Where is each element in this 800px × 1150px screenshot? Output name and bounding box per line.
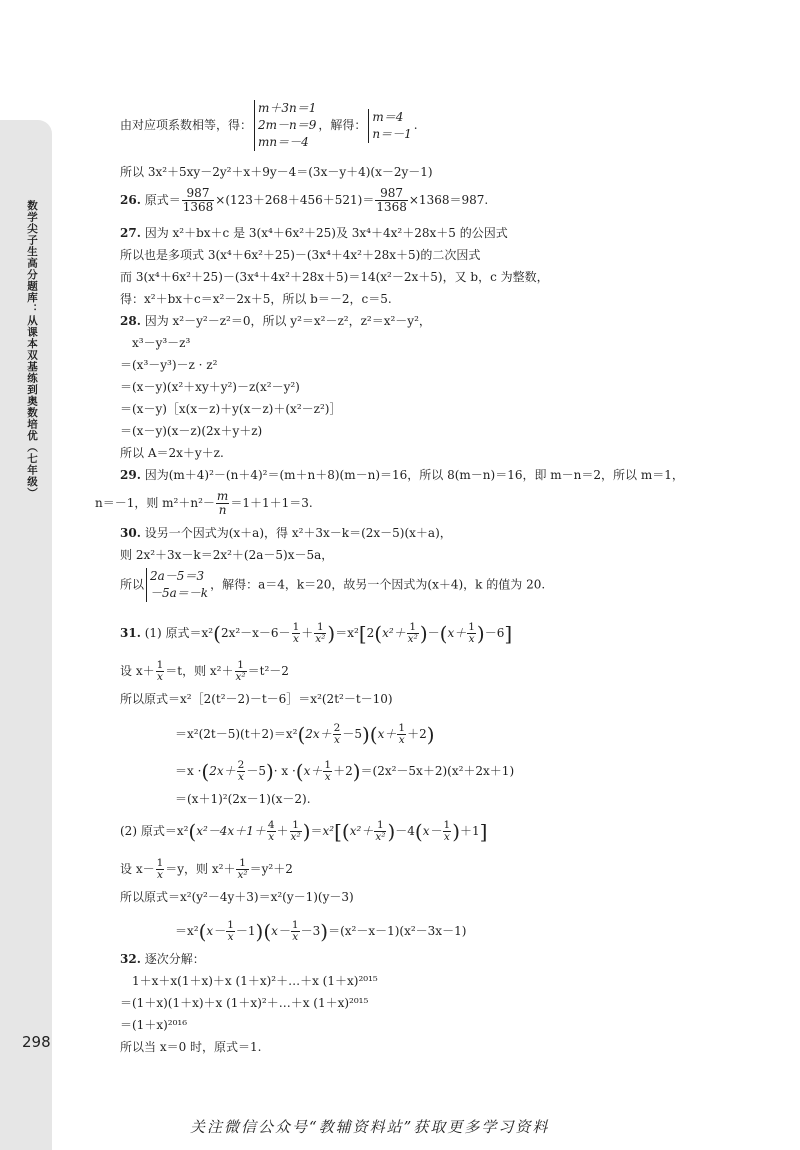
problem-31-line-2: 设 x＋ $\frac{1}{x}$ ＝t，则 x²＋ $\frac{1}{\text{x²}}$ ＝t²－2 — [120, 659, 289, 683]
problem-29-line-1: 29. 因为(m＋4)²－(n＋4)²＝(m＋n＋8)(m－n)＝16，所以 8(m－n)＝16，即 m－n＝2，所以 m＝1， — [120, 468, 684, 482]
system-equations-1: m＋3n＝1 2m－n＝9 mn＝－4 — [254, 100, 316, 151]
problem-31-line-10: ＝x²(x－ $\frac{1}{x}$ －1)(x－ $\frac{1}{x}$ －3)＝(x²－x－1)(x²－3x－1) — [175, 919, 467, 944]
problem-28-line-4: ＝(x－y)(x²＋xy＋y²)－z(x²－y²) — [120, 380, 300, 394]
problem-32-line-4: ＝(1＋x)²⁰¹⁶ — [120, 1018, 188, 1032]
problem-32-line-2: 1＋x＋x(1＋x)＋x (1＋x)²＋…＋x (1＋x)²⁰¹⁵ — [132, 974, 378, 988]
problem-31-line-8: 设 x－ $\frac{1}{x}$ ＝y，则 x²＋ $\frac{1}{\text{x²}}$ ＝y²＋2 — [120, 857, 293, 881]
problem-32-line-5: 所以当 x＝0 时，原式＝1. — [120, 1040, 262, 1054]
problem-29-line-2: n＝－1，则 m²＋n²－ $\frac{m}{n}$ ＝1＋1＋1＝3. — [95, 489, 313, 517]
fraction: $\frac{m}{n}$ — [216, 489, 229, 517]
problem-28-line-1: 28. 因为 x²－y²－z²＝0，所以 y²＝x²－z²，z²＝x²－y²， — [120, 314, 431, 328]
problem-27-line-1: 27. 因为 x²＋bx＋c 是 3(x⁴＋6x²＋25)及 3x⁴＋4x²＋28x＋5 的公因式 — [120, 226, 508, 240]
conclusion-25: 所以 3x²＋5xy－2y²＋x＋9y－4＝(3x－y＋4)(x－2y－1) — [120, 165, 433, 179]
problem-28-line-3: ＝(x³－y³)－z · z² — [120, 358, 218, 372]
system-solution-1: m＝4 n＝－1 — [368, 109, 411, 143]
problem-27-line-2: 所以也是多项式 3(x⁴＋6x²＋25)－(3x⁴＋4x²＋28x＋5)的二次因式 — [120, 248, 481, 262]
problem-30-line-1: 30. 设另一个因式为(x＋a)，得 x²＋3x－k＝(2x－5)(x＋a)， — [120, 526, 452, 540]
system-equations-3: 2a－5＝3 －5a＝－k — [146, 568, 208, 602]
problem-27-line-3: 而 3(x⁴＋6x²＋25)－(3x⁴＋4x²＋28x＋5)＝14(x²－2x＋5)，又 b，c 为整数， — [120, 270, 549, 284]
problem-31-line-7: (2) 原式＝x²(x²－4x＋1＋ $\frac{4}{x}$ ＋ $\frac{1}{\text{x²}}$ )＝x²[(x²＋ $\frac{1}{\text{x²}}$ )－4(x－ $\frac{1}{x}$ )＋1] — [120, 819, 488, 844]
problem-30-line-3: 所以 2a－5＝3 －5a＝－k ，解得：a＝4，k＝20，故另一个因式为(x＋4)，k 的值为 20. — [120, 569, 546, 600]
problem-30-line-2: 则 2x²＋3x－k＝2x²＋(2a－5)x－5a， — [120, 548, 334, 562]
fraction: $\frac{987}{1368}$ — [376, 186, 407, 214]
problem-31-line-4: ＝x²(2t－5)(t＋2)＝x²(2x＋ $\frac{2}{x}$ －5)(x＋ $\frac{1}{x}$ ＋2) — [175, 722, 435, 747]
problem-32-line-1: 32. 逐次分解： — [120, 952, 205, 966]
problem-31-line-3: 所以原式＝x²［2(t²－2)－t－6］＝x²(2t²－t－10) — [120, 692, 393, 706]
book-title: 数学尖子生高分题库：从课本双基练到奥数培优（七年级） — [26, 200, 38, 499]
problem-31-line-6: ＝(x＋1)²(2x－1)(x－2). — [175, 792, 311, 806]
problem-28-line-5: ＝(x－y)［x(x－z)＋y(x－z)＋(x²－z²)］ — [120, 402, 342, 416]
fraction: $\frac{987}{1368}$ — [182, 186, 214, 214]
problem-31-line-9: 所以原式＝x²(y²－4y＋3)＝x²(y－1)(y－3) — [120, 890, 354, 904]
problem-26: 26. 原式＝ $\frac{987}{1368}$ ×(123＋268＋456＋521)＝ $\frac{987}{1368}$ ×1368＝987. — [120, 186, 489, 214]
problem-27-line-4: 得：x²＋bx＋c＝x²－2x＋5，所以 b＝－2，c＝5. — [120, 292, 392, 306]
problem-32-line-3: ＝(1＋x)(1＋x)＋x (1＋x)²＋…＋x (1＋x)²⁰¹⁵ — [120, 996, 369, 1010]
page-number: 298 — [22, 1033, 51, 1051]
coeff-system-line: 由对应项系数相等，得： m＋3n＝1 2m－n＝9 mn＝－4 ，解得： m＝4 n＝－1 . — [120, 101, 418, 149]
problem-28-line-6: ＝(x－y)(x－z)(2x＋y＋z) — [120, 424, 263, 438]
problem-28-line-7: 所以 A＝2x＋y＋z. — [120, 446, 224, 460]
problem-31-line-1: 31. (1) 原式＝x²(2x²－x－6－ $\frac{1}{x}$ ＋ $\frac{1}{\text{x²}}$ )＝x²[2(x²＋ $\frac{1}{\text{x²}}$ )－(x＋ $\frac{1}{x}$ )－6] — [120, 621, 513, 646]
problem-28-line-2: x³－y³－z³ — [132, 336, 191, 350]
footer-note: 关注微信公众号“教辅资料站”获取更多学习资料 — [190, 1118, 550, 1136]
problem-31-line-5: ＝x ·(2x＋ $\frac{2}{x}$ －5)· x ·(x＋ $\frac{1}{x}$ ＋2)＝(2x²－5x＋2)(x²＋2x＋1) — [175, 759, 515, 784]
